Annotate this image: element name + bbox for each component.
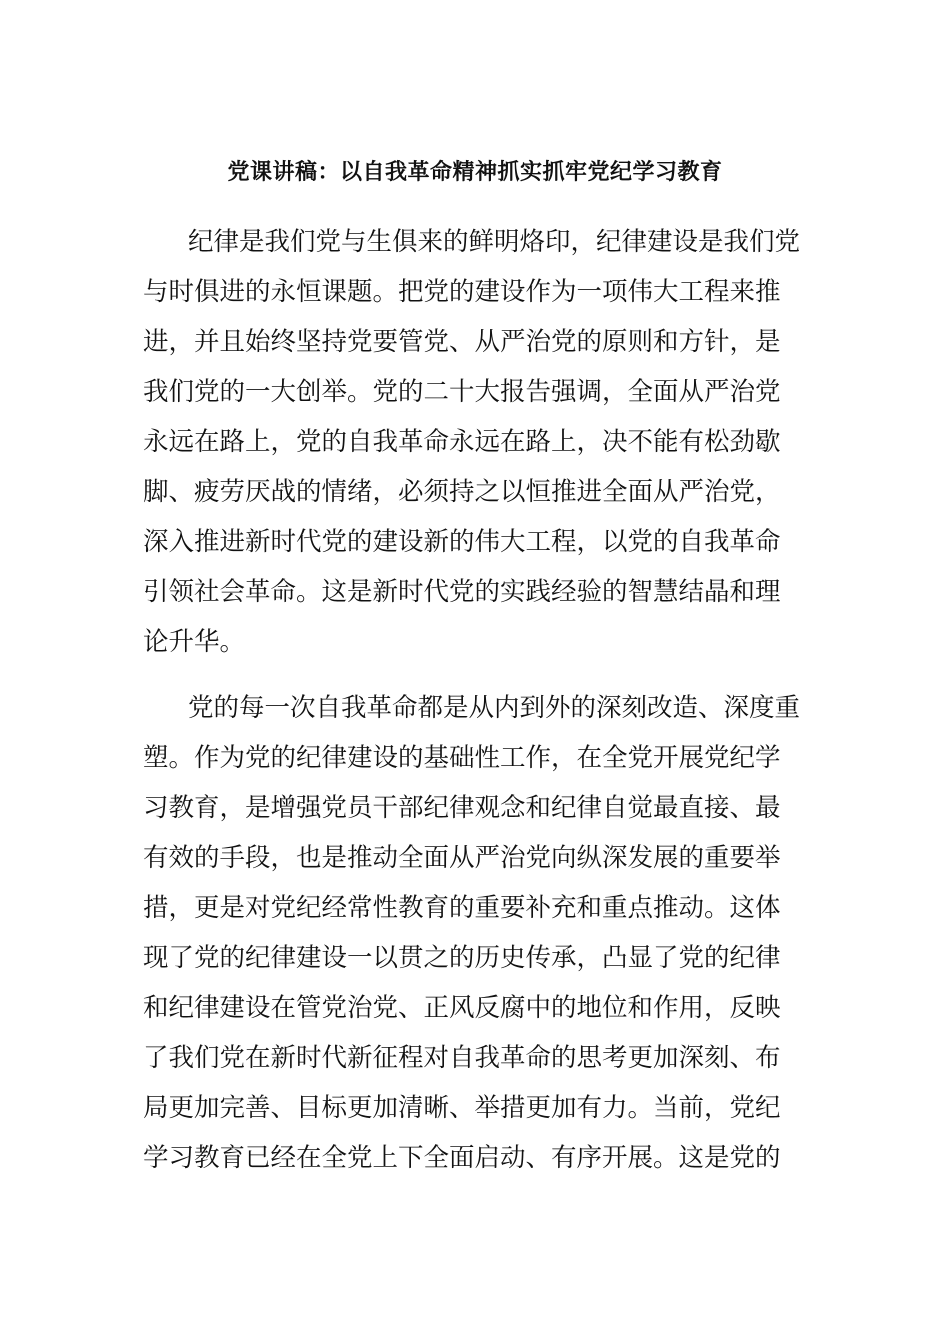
paragraph-line: 了我们党在新时代新征程对自我革命的思考更加深刻、布	[143, 1043, 781, 1073]
paragraph-line: 局更加完善、目标更加清晰、举措更加有力。当前，党纪	[143, 1093, 781, 1123]
paragraph-line: 深入推进新时代党的建设新的伟大工程，以党的自我革命	[143, 527, 781, 557]
paragraph-line: 党的每一次自我革命都是从内到外的深刻改造、深度重	[188, 693, 801, 723]
paragraph-line: 纪律是我们党与生俱来的鲜明烙印，纪律建设是我们党	[188, 227, 801, 257]
paragraph-line: 措，更是对党纪经常性教育的重要补充和重点推动。这体	[143, 893, 781, 923]
paragraph-line: 与时俱进的永恒课题。把党的建设作为一项伟大工程来推	[143, 277, 781, 307]
document-title: 党课讲稿：以自我革命精神抓实抓牢党纪学习教育	[227, 160, 723, 185]
paragraph-line: 习教育，是增强党员干部纪律观念和纪律自觉最直接、最	[143, 793, 781, 823]
paragraph-line: 脚、疲劳厌战的情绪，必须持之以恒推进全面从严治党，	[143, 477, 781, 507]
paragraph-1	[143, 217, 803, 667]
paragraph-2	[143, 683, 803, 1183]
paragraph-line: 学习教育已经在全党上下全面启动、有序开展。这是党的	[143, 1143, 781, 1173]
paragraph-line: 和纪律建设在管党治党、正风反腐中的地位和作用，反映	[143, 993, 781, 1023]
paragraph-line: 塑。作为党的纪律建设的基础性工作，在全党开展党纪学	[143, 743, 781, 773]
paragraph-line: 有效的手段，也是推动全面从严治党向纵深发展的重要举	[143, 843, 781, 873]
paragraph-line: 论升华。	[143, 627, 246, 657]
paragraph-line: 我们党的一大创举。党的二十大报告强调，全面从严治党	[143, 377, 781, 407]
paragraph-line: 永远在路上，党的自我革命永远在路上，决不能有松劲歇	[143, 427, 781, 457]
paragraph-line: 引领社会革命。这是新时代党的实践经验的智慧结晶和理	[143, 577, 781, 607]
paragraph-line: 进，并且始终坚持党要管党、从严治党的原则和方针，是	[143, 327, 781, 357]
paragraph-line: 现了党的纪律建设一以贯之的历史传承，凸显了党的纪律	[143, 943, 781, 973]
